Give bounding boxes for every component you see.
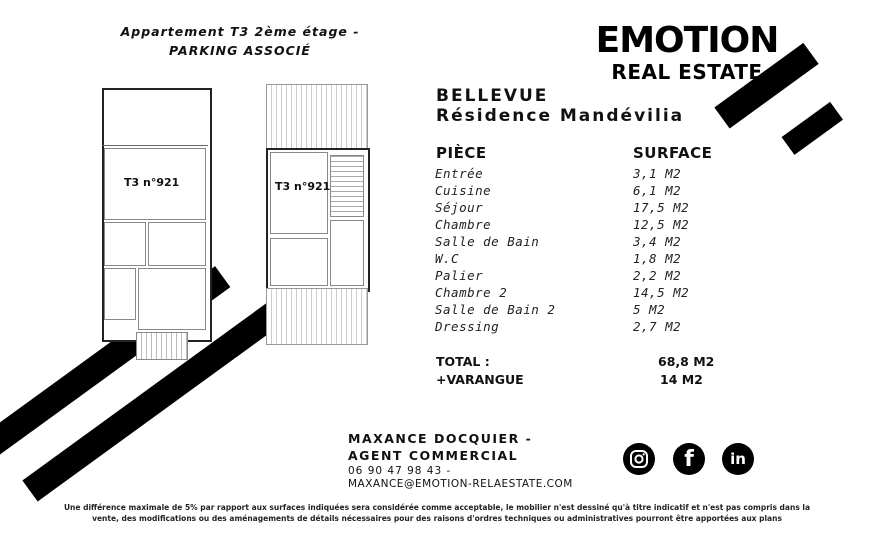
decor-stripe xyxy=(782,102,843,155)
room-surface: 14,5 M2 xyxy=(633,285,690,300)
table-row xyxy=(435,165,753,182)
agent-phone[interactable]: 06 90 47 98 43 - xyxy=(348,465,452,477)
varangue-label: +VARANGUE xyxy=(436,372,524,387)
table-row xyxy=(435,233,753,250)
table-row xyxy=(435,318,753,335)
room-name: Entrée xyxy=(435,166,484,181)
listing-title-line1: Appartement T3 2ème étage - xyxy=(120,24,360,39)
plan-label-left: T3 n°921 xyxy=(124,176,180,189)
col-header-piece: PIÈCE xyxy=(436,144,487,162)
room-name: Chambre xyxy=(435,217,492,232)
room-name: Séjour xyxy=(435,200,484,215)
room-name: Salle de Bain 2 xyxy=(435,302,556,317)
property-name: BELLEVUE xyxy=(436,86,549,106)
total-value: 68,8 M2 xyxy=(658,354,715,369)
brand-logo-text: EMOTION xyxy=(595,20,779,61)
plan-label-right: T3 n°921 xyxy=(275,180,331,193)
residence-name: Résidence Mandévilia xyxy=(436,106,685,126)
linkedin-icon[interactable]: in xyxy=(722,443,754,475)
varangue-value: 14 M2 xyxy=(660,372,703,387)
room-name: Palier xyxy=(435,268,484,283)
col-header-surface: SURFACE xyxy=(633,144,713,162)
instagram-icon[interactable] xyxy=(623,443,655,475)
agent-name: MAXANCE DOCQUIER - xyxy=(348,431,533,446)
room-surface: 5 M2 xyxy=(633,302,666,317)
room-surface: 3,4 M2 xyxy=(633,234,682,249)
table-row xyxy=(435,250,753,267)
room-name: Chambre 2 xyxy=(435,285,508,300)
facebook-icon[interactable]: f xyxy=(673,443,705,475)
room-name: Dressing xyxy=(435,319,500,334)
brand-logo xyxy=(582,20,792,86)
room-surface: 1,8 M2 xyxy=(633,251,682,266)
room-surface: 3,1 M2 xyxy=(633,166,682,181)
agent-email[interactable]: MAXANCE@EMOTION-RELAESTATE.COM xyxy=(348,478,573,490)
room-surface: 12,5 M2 xyxy=(633,217,690,232)
agent-role: AGENT COMMERCIAL xyxy=(348,448,519,463)
brand-logo-sub: REAL ESTATE xyxy=(611,60,763,84)
table-row xyxy=(435,182,753,199)
room-surface: 2,7 M2 xyxy=(633,319,682,334)
listing-title-line2: PARKING ASSOCIÉ xyxy=(169,43,311,58)
room-name: W.C xyxy=(435,251,460,266)
room-surface: 2,2 M2 xyxy=(633,268,682,283)
total-label: TOTAL : xyxy=(436,354,490,369)
table-row xyxy=(435,267,753,284)
legal-disclaimer: Une différence maximale de 5% par rapport aux surfaces indiquées sera considérée comme acceptable, le mobilier n'est dessiné qu'à titre indicatif et n'est pas compris dans la vente, des modifications ou des aménagements de détails nécessaires pour des raisons d'ordres techniques ou administratives pourront être apportées aux plans xyxy=(63,503,811,523)
table-row xyxy=(435,199,753,216)
room-surface: 17,5 M2 xyxy=(633,200,690,215)
room-name: Cuisine xyxy=(435,183,492,198)
room-surface: 6,1 M2 xyxy=(633,183,682,198)
room-name: Salle de Bain xyxy=(435,234,540,249)
table-row xyxy=(435,284,753,301)
table-row xyxy=(435,216,753,233)
table-row xyxy=(435,301,753,318)
